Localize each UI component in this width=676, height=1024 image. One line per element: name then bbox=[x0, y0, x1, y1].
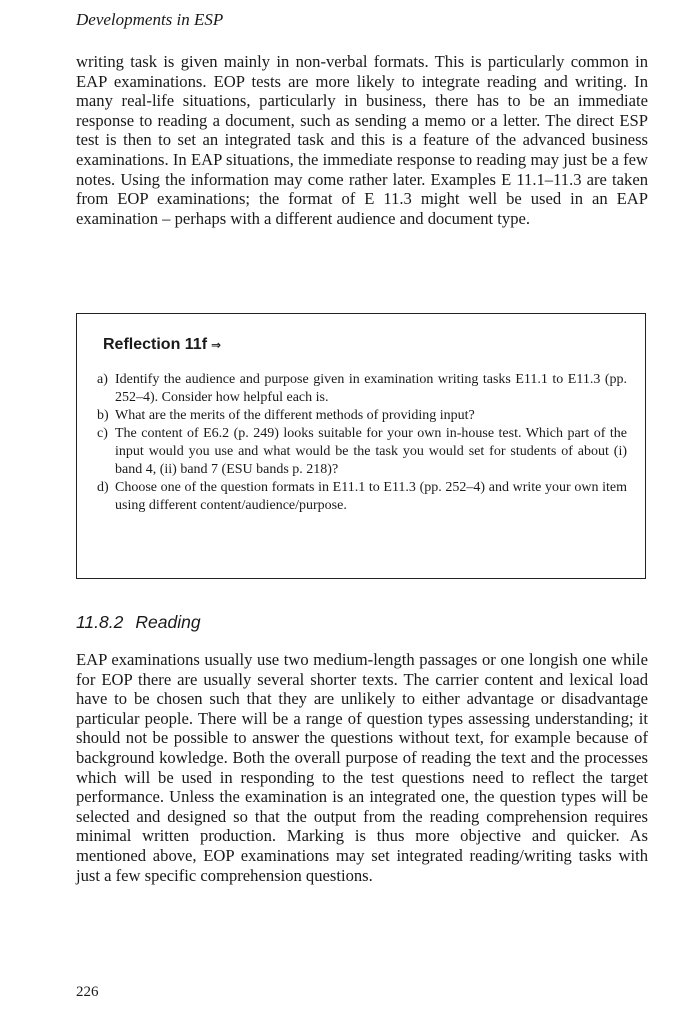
reflection-list bbox=[97, 371, 627, 515]
item-label: b) bbox=[97, 408, 109, 423]
body-paragraph-1: writing task is given mainly in non-verbal formats. This is particularly common in EAP examinations. EOP tests are more likely to integrate reading and writing. In many real-life situations, particularly in business, there has to be an immediate response to reading a document, such as sending a memo or a letter. The direct ESP test is then to set an integrated task and this is a feature of the advanced business examinations. In EAP situations, the immediate response to reading may just be a few notes. Using the information may come rather later. Examples E 11.1–11.3 are taken from EOP examinations; the format of E 11.3 might well be used in an EAP examination – perhaps with a different audience and document type. bbox=[76, 52, 648, 228]
section-heading bbox=[76, 612, 201, 633]
page-number: 226 bbox=[76, 984, 99, 1000]
body-paragraph-2: EAP examinations usually use two medium-length passages or one longish one while for EOP there are usually several shorter texts. The carrier content and lexical load have to be chosen such that they are unlikely to either advantage or disadvantage particular people. There will be a range of question types assessing understanding; it should not be possible to answer the questions without text, for example because of background kowledge. Both the overall purpose of reading the text and the processes which will be used in responding to the test questions need to reflect the target performance. Unless the examination is an integrated one, the question types will be selected and designed so that the output from the reading comprehension requires minimal written production. Marking is thus more objective and quicker. As mentioned above, EOP examinations may set integrated reading/writing tasks with just a few specific comprehension questions. bbox=[76, 650, 648, 885]
section-number: 11.8.2 bbox=[76, 612, 124, 632]
reflection-item-a bbox=[97, 371, 627, 407]
item-text: Identify the audience and purpose given in examination writing tasks E11.1 to E11.3 (pp. 252–4). Consider how helpful each is. bbox=[115, 372, 627, 405]
item-text: Choose one of the question formats in E11.1 to E11.3 (pp. 252–4) and write your own item using different content/audience/purpose. bbox=[115, 480, 627, 513]
reflection-item-d bbox=[97, 479, 627, 515]
item-label: c) bbox=[97, 426, 108, 441]
reflection-title-text: Reflection 11f bbox=[103, 336, 208, 353]
reflection-item-b bbox=[97, 407, 627, 425]
section-title: Reading bbox=[135, 612, 201, 632]
item-label: a) bbox=[97, 372, 108, 387]
running-head: Developments in ESP bbox=[76, 10, 224, 29]
item-label: d) bbox=[97, 480, 109, 495]
reflection-box bbox=[76, 313, 646, 579]
reflection-item-c bbox=[97, 425, 627, 479]
item-text: The content of E6.2 (p. 249) looks suitable for your own in-house test. Which part of the input would you use and what would be the task you would set for students of about (i) band 4, (ii) band 7 (ESU bands p. 218)? bbox=[115, 426, 627, 477]
arrow-icon: ⇒ bbox=[211, 338, 222, 352]
item-text: What are the merits of the different methods of providing input? bbox=[115, 408, 475, 423]
reflection-title bbox=[103, 336, 221, 354]
